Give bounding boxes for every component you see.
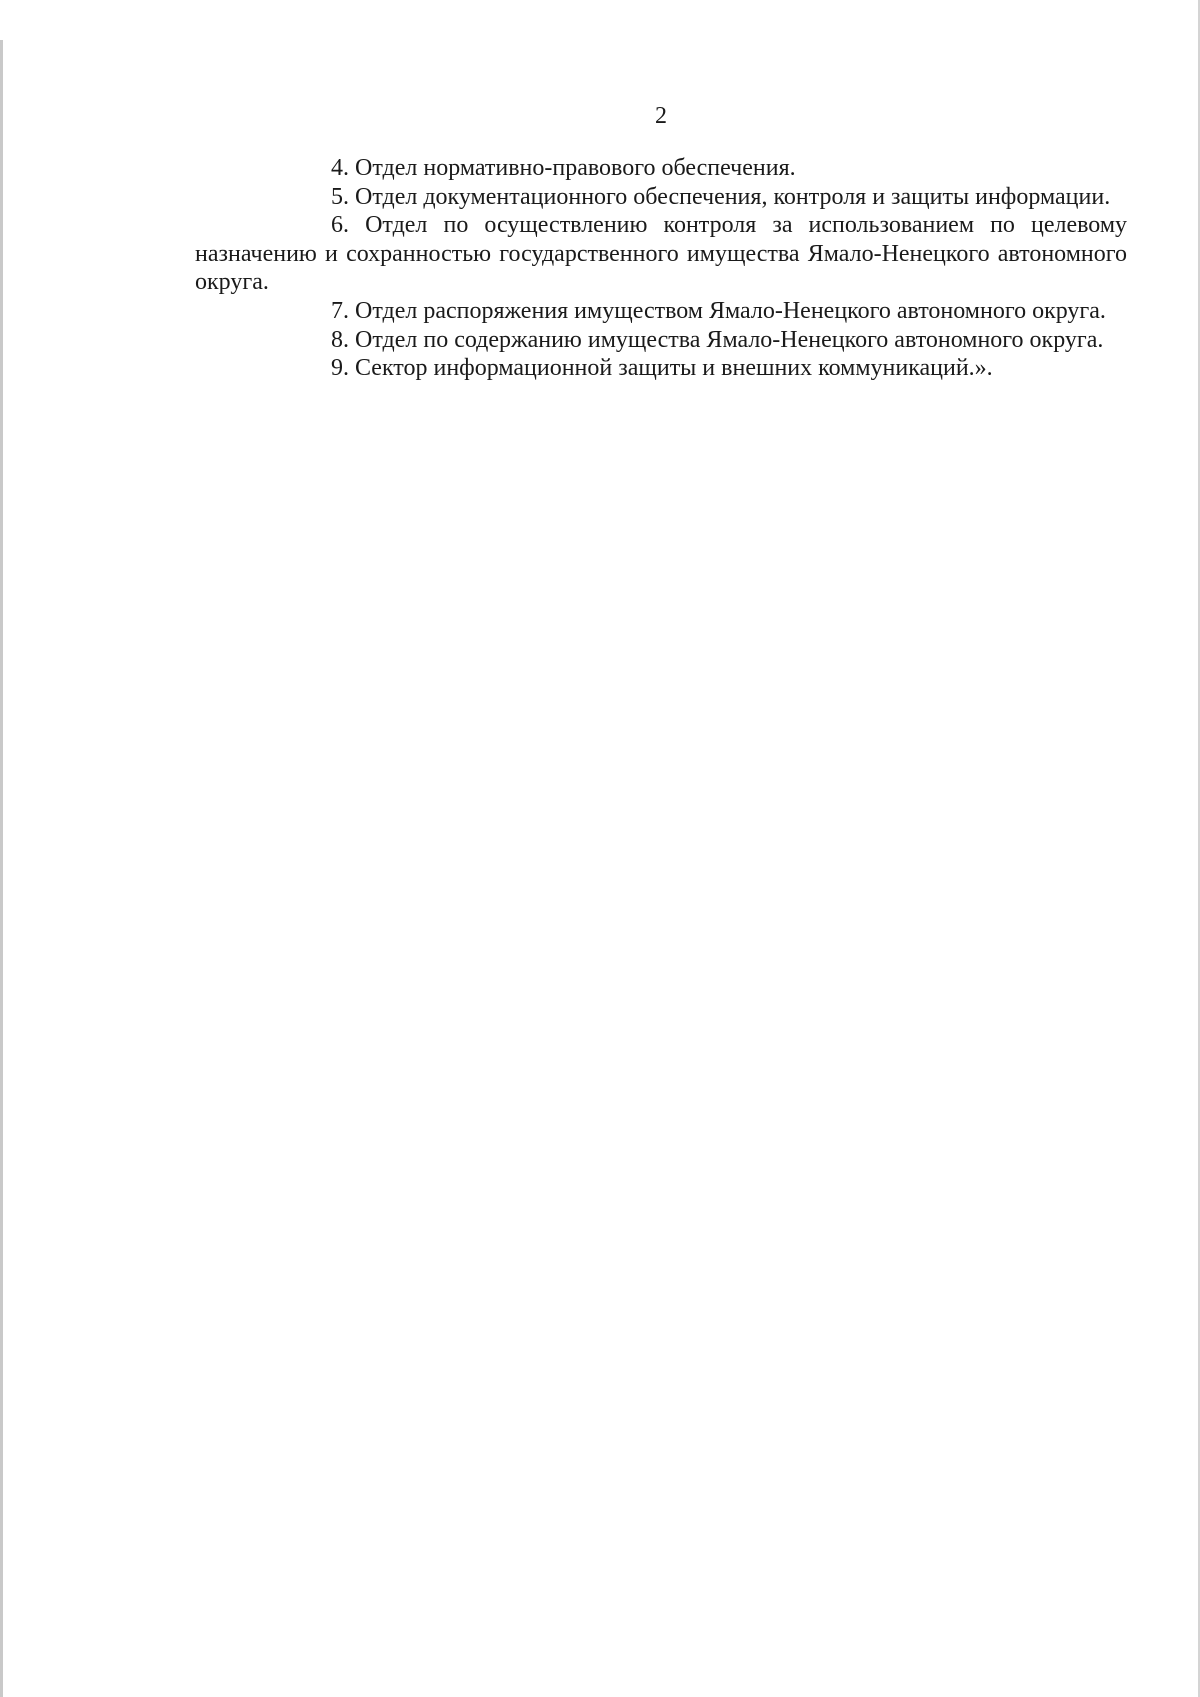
list-item-number: 9. (331, 355, 349, 382)
scan-left-edge (0, 40, 3, 1697)
list-item-text: Отдел документационного обеспечения, контроля и защиты информации. (355, 183, 1111, 210)
list-item-8 (195, 326, 1127, 355)
list-item-number: 7. (331, 297, 349, 324)
list-item-text: Отдел по содержанию имущества Ямало-Ненецкого автономного округа. (355, 326, 1104, 353)
list-item-6 (195, 211, 1127, 297)
list-item-text: Отдел нормативно-правового обеспечения. (355, 155, 796, 181)
list-item-7 (195, 297, 1127, 326)
list-item-text: Отдел по осуществлению контроля за использованием по целевому назначению и сохранностью государственного имущества Ямало-Ненецкого автономного округа. (195, 212, 1127, 296)
list-item-4 (195, 154, 1127, 183)
list-item-9 (195, 354, 1127, 383)
page-number: 2 (655, 103, 667, 129)
list-item-text: Отдел распоряжения имуществом Ямало-Ненецкого автономного округа. (355, 297, 1106, 324)
list-item-5 (195, 183, 1127, 212)
list-item-text: Сектор информационной защиты и внешних коммуникаций.». (355, 355, 993, 382)
list-item-number: 8. (331, 326, 349, 353)
list-item-number: 5. (331, 183, 349, 210)
list-item-number: 4. (331, 155, 349, 181)
document-body (195, 154, 1127, 383)
list-item-number: 6. (331, 212, 349, 239)
